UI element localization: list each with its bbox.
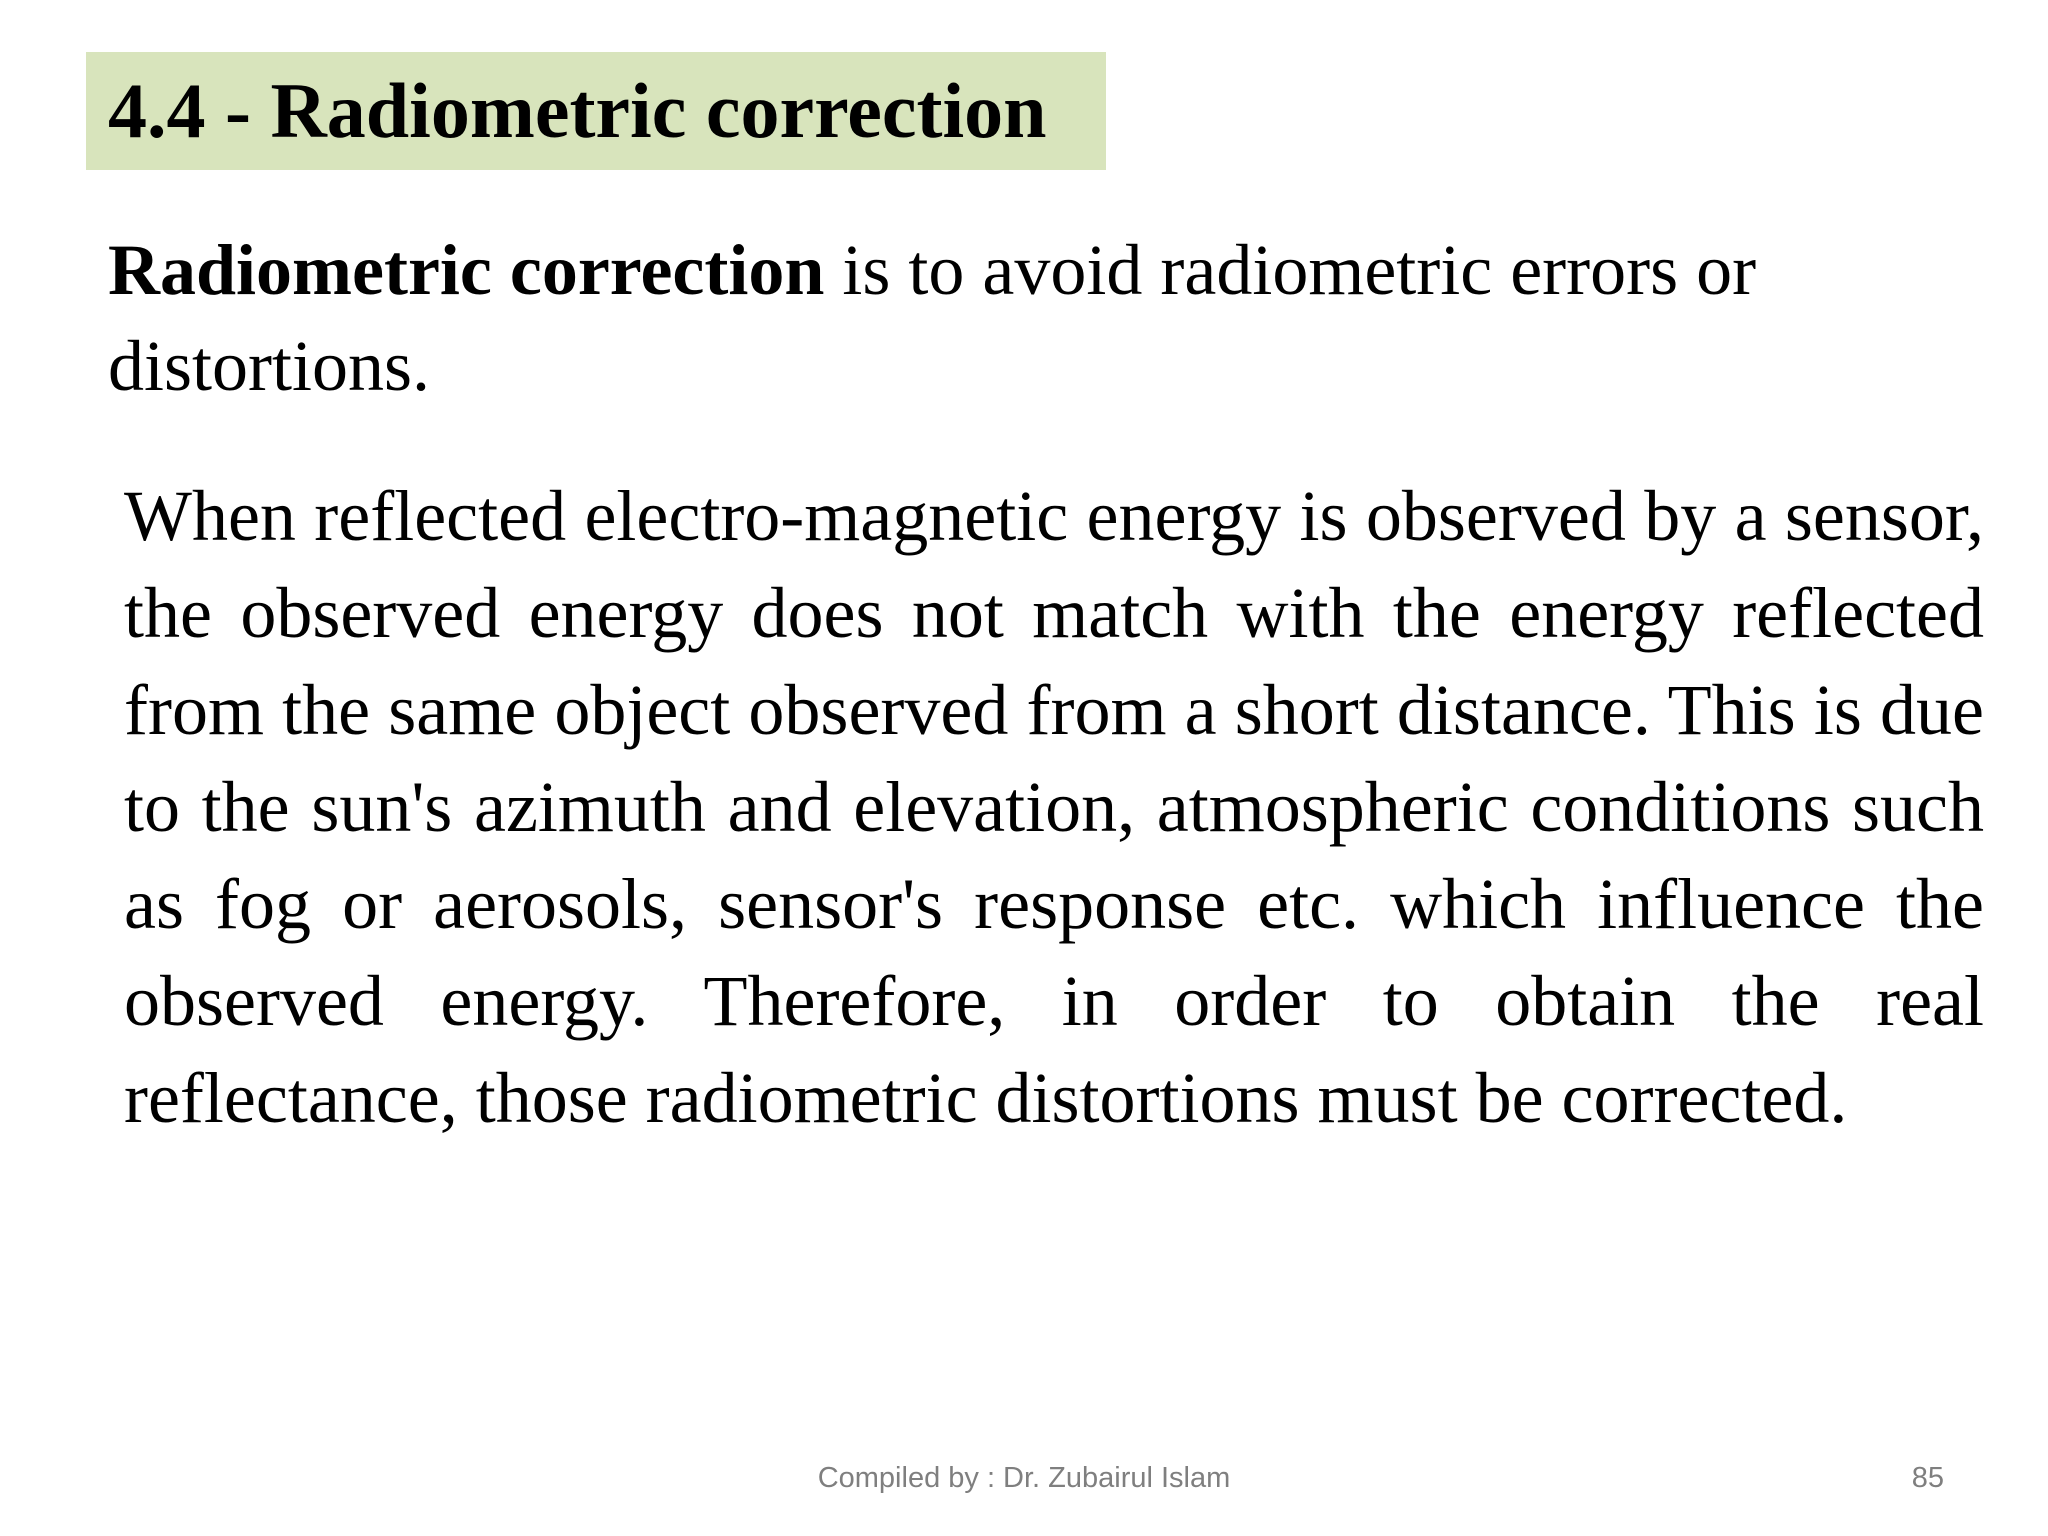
definition-text: is to avoid radiometric errors or distortions. — [108, 230, 1757, 406]
body-paragraph: When reflected electro-magnetic energy is observed by a sensor, the observed energy does not match with the energy reflected from the same object observed from a short distance. This is due to the sun's azimuth and elevation, atmospheric conditions such as fog or aerosols, sensor's response etc. which influence the observed energy. Therefore, in order to obtain the real reflectance, those radiometric distortions must be corrected. — [124, 476, 1984, 1138]
title-box — [86, 52, 1106, 170]
definition-paragraph — [108, 222, 1988, 414]
slide-title: 4.4 - Radiometric correction — [108, 67, 1047, 154]
footer-credit: Compiled by : Dr. Zubairul Islam — [817, 1462, 1231, 1494]
definition-term: Radiometric correction — [108, 230, 825, 310]
page-number: 85 — [1911, 1462, 1944, 1494]
